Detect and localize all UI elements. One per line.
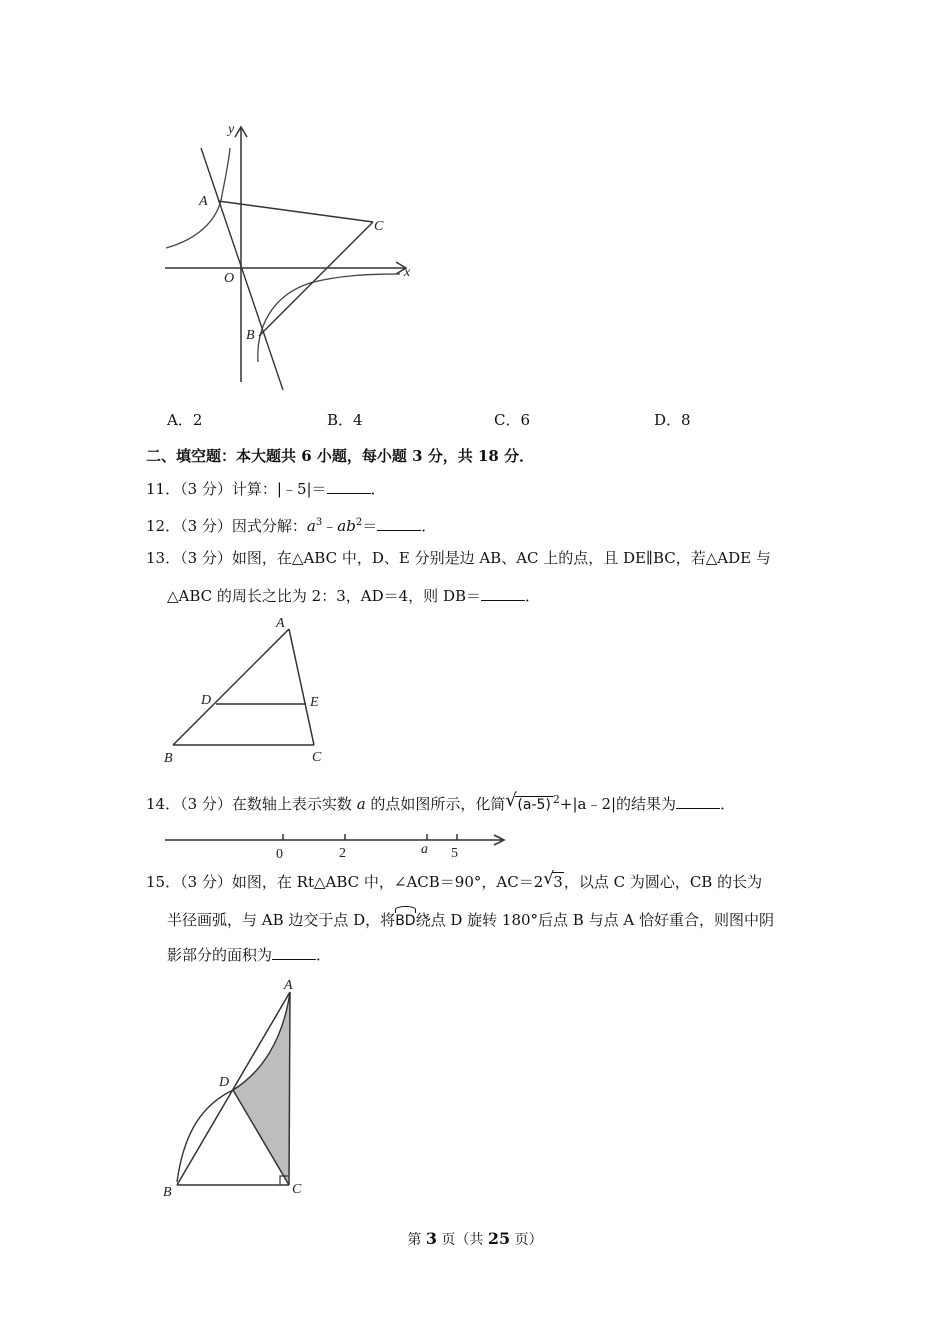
q12-eq: ＝ — [362, 517, 378, 535]
label-e: E — [310, 695, 319, 710]
option-d: D．8 — [654, 411, 691, 429]
q15-line1-b: ，以点 C 为圆心，CB 的长为 — [563, 873, 763, 891]
q11-text: 计算：|﹣5|＝ — [231, 480, 327, 498]
q14-exp: 2 — [552, 793, 560, 806]
q12-var-a: a — [306, 517, 316, 535]
label-c: C — [292, 1182, 302, 1197]
q12-sup3: 3 — [315, 517, 323, 528]
label-b: B — [246, 328, 255, 343]
q12-end: ． — [421, 517, 437, 535]
label-c: C — [312, 750, 322, 765]
label-x: x — [404, 265, 411, 280]
q14-text-before: 在数轴上表示实数 — [231, 795, 357, 813]
q15-score: （3 分） — [180, 873, 232, 891]
radical-sign-icon: √ — [505, 790, 517, 811]
label-o: O — [224, 271, 235, 286]
footer-post: 页） — [510, 1232, 543, 1248]
segment-ac — [289, 992, 290, 1185]
q12-number: 12． — [146, 517, 181, 535]
label-a: A — [284, 978, 293, 993]
label-a: A — [199, 194, 208, 209]
label-d: D — [219, 1075, 230, 1090]
label-d: D — [201, 693, 212, 708]
q12-text: 因式分解： — [231, 517, 307, 535]
q14-number: 14． — [146, 795, 181, 813]
footer-total-pages: 25 — [487, 1229, 511, 1248]
q12-minus: ﹣ — [322, 517, 338, 535]
label-a: A — [276, 616, 285, 631]
label-b: B — [164, 751, 173, 766]
option-c: C．6 — [494, 411, 531, 429]
q14-text-mid: 的点如图所示，化简 — [365, 795, 506, 813]
q14-var-a: a — [356, 795, 366, 813]
q15-end: ． — [316, 946, 332, 964]
q14-text-after: +|a﹣2|的结果为 — [559, 795, 677, 813]
q15-number: 15． — [146, 873, 181, 891]
q15-line3: 影部分的面积为 — [167, 946, 273, 964]
q13-number: 13． — [146, 549, 181, 567]
q14-score: （3 分） — [180, 795, 232, 813]
label-y: y — [228, 122, 235, 137]
q13-line2: △ABC 的周长之比为 2：3，AD＝4，则 DB＝ — [167, 587, 481, 605]
q13-line1: 如图，在△ABC 中，D、E 分别是边 AB、AC 上的点，且 DE∥BC，若△ADE 与 — [231, 549, 771, 567]
section-title: 二、填空题：本大题共 6 小题，每小题 3 分，共 18 分． — [146, 447, 535, 465]
q12-score: （3 分） — [180, 517, 232, 535]
label-5: 5 — [451, 846, 458, 861]
q15-sqrt-val: 3 — [553, 873, 563, 891]
label-2: 2 — [339, 846, 346, 861]
footer-pre: 第 — [407, 1232, 426, 1248]
option-b: B．4 — [327, 411, 363, 429]
label-0: 0 — [276, 847, 283, 862]
footer-mid: 页（共 — [436, 1232, 488, 1248]
q13-end: ． — [525, 587, 541, 605]
q15-line2-a: 半径画弧，与 AB 边交于点 D，将 — [167, 911, 396, 929]
q14-radicand: (a-5) — [517, 797, 551, 813]
label-a: a — [421, 842, 428, 857]
q15-line2-b: 绕点 D 旋转 180°后点 B 与点 A 恰好重合，则图中阴 — [415, 911, 774, 929]
q11-number: 11． — [146, 480, 181, 498]
q14-end: ． — [720, 795, 736, 813]
q15-arc-label: BD — [395, 913, 416, 929]
q13-score: （3 分） — [180, 549, 232, 567]
shaded-region — [233, 992, 290, 1185]
q12-var-ab: ab — [337, 517, 356, 535]
q11-score: （3 分） — [180, 480, 232, 498]
option-a: A．2 — [167, 411, 203, 429]
q15-line1-a: 如图，在 Rt△ABC 中，∠ACB＝90°，AC＝2 — [231, 873, 544, 891]
footer-page-number: 3 — [425, 1229, 437, 1248]
page-footer — [0, 1229, 950, 1249]
label-c: C — [374, 219, 384, 234]
radical-sign-icon: √ — [543, 869, 555, 889]
q11-end: ． — [370, 480, 386, 498]
q12-sup2: 2 — [355, 517, 363, 528]
label-b: B — [163, 1185, 172, 1200]
